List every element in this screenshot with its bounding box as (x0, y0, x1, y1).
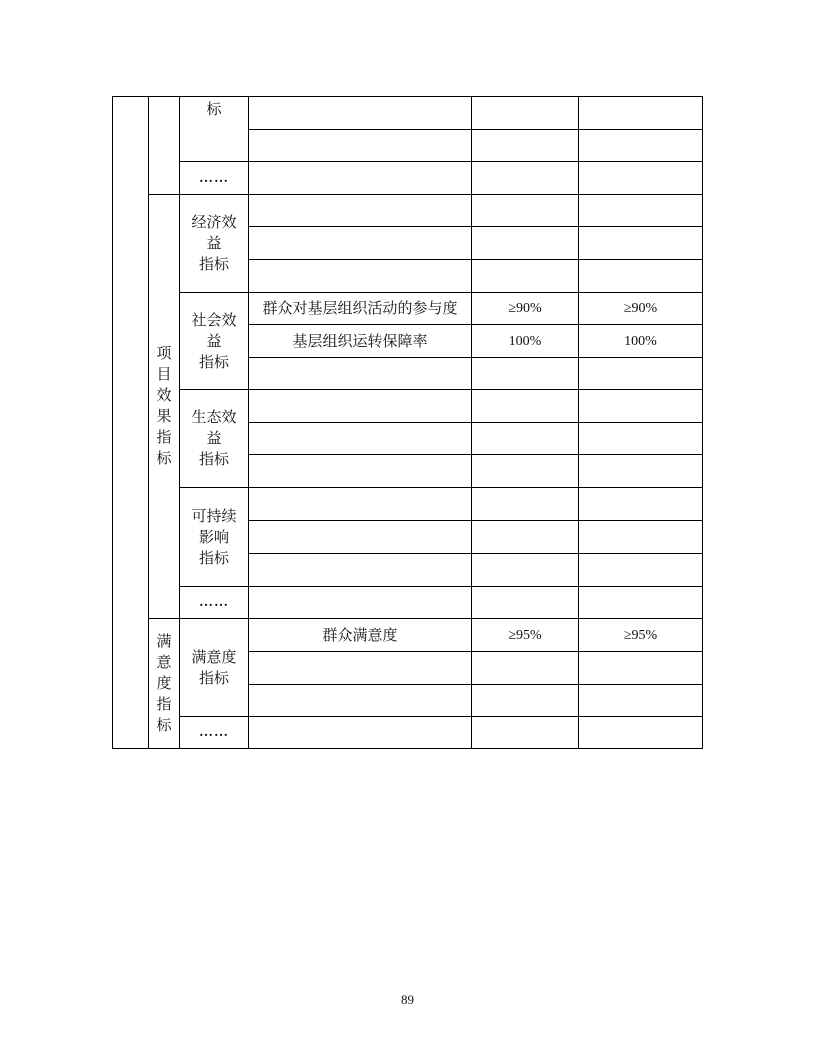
project-effect-indicator-label: 项 目 效 果 指 标 (156, 344, 172, 467)
satisfaction-row-value2: ≥95% (623, 627, 658, 643)
social-row-value1: 100% (508, 333, 542, 349)
social-row-value1: ≥90% (508, 301, 542, 316)
economic-benefit-indicator-label: 经济效 益 指标 (191, 213, 237, 273)
ellipsis-row: …… (199, 595, 229, 610)
ellipsis-row: …… (199, 170, 229, 186)
social-benefit-indicator-label: 社会效 益 指标 (191, 310, 237, 371)
social-row-name: 群众对基层组织活动的参与度 (262, 299, 458, 317)
social-row-value2: 100% (624, 333, 657, 349)
ecological-benefit-indicator-label: 生态效 益 指标 (191, 408, 237, 468)
satisfaction-sub-indicator-label: 满意度 指标 (191, 647, 237, 687)
sustainable-impact-indicator-label: 可持续 影响 指标 (191, 506, 237, 567)
satisfaction-indicator-label: 满 意 度 指 标 (156, 632, 172, 734)
satisfaction-row-value1: ≥95% (508, 627, 542, 643)
continued-indicator-label: 标 (206, 100, 222, 118)
social-row-value2: ≥90% (623, 301, 658, 316)
social-row-name: 基层组织运转保障率 (292, 331, 428, 350)
page-number: 89 (401, 992, 414, 1007)
satisfaction-row-name: 群众满意度 (322, 625, 398, 644)
ellipsis-row: …… (199, 725, 229, 740)
